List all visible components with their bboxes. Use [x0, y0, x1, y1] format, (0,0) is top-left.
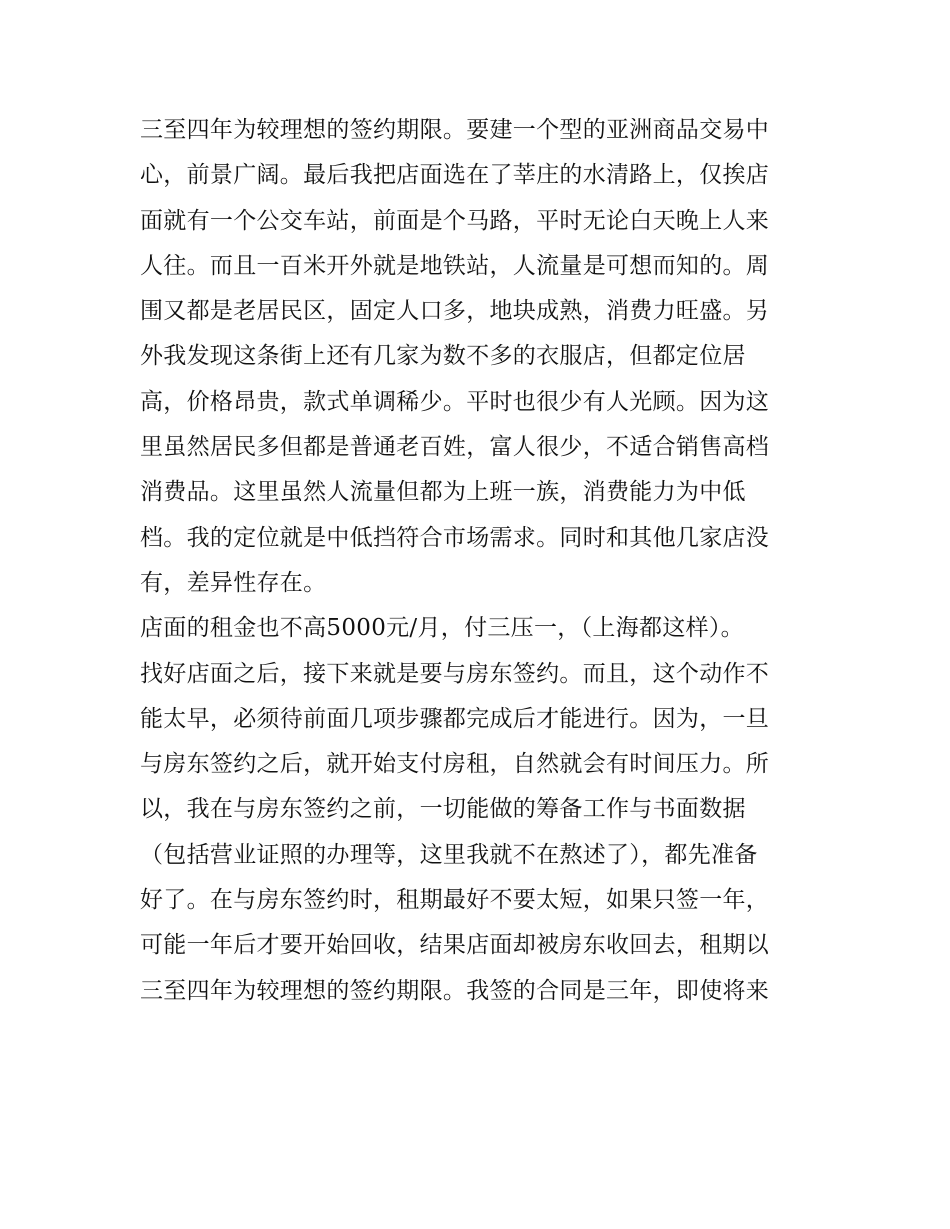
text-line: 外我发现这条街上还有几家为数不多的衣服店，但都定位居 — [140, 343, 746, 370]
text-line: 里虽然居民多但都是普通老百姓，富人很少，不适合销售高档 — [140, 434, 770, 461]
text-line: 心，前景广阔。最后我把店面选在了莘庄的水清路上，仅挨店 — [140, 162, 770, 189]
text-line: 以，我在与房东签约之前，一切能做的筹备工作与书面数据 — [140, 796, 746, 823]
text-line: 高，价格昂贵，款式单调稀少。平时也很少有人光顾。因为这 — [140, 388, 770, 415]
text-line: 好了。在与房东签约时，租期最好不要太短，如果只签一年， — [140, 887, 770, 914]
text-line: 面就有一个公交车站，前面是个马路，平时无论白天晚上人来 — [140, 207, 770, 234]
text-line: 档。我的定位就是中低挡符合市场需求。同时和其他几家店没 — [140, 524, 770, 551]
text-line: 能太早，必须待前面几项步骤都完成后才能进行。因为，一旦 — [140, 705, 770, 732]
text-line: 三至四年为较理想的签约期限。要建一个型的亚洲商品交易中 — [140, 117, 770, 143]
text-line: 店面的租金也不高5000元/月，付三压一，（上海都这样）。 — [140, 615, 744, 642]
text-line: 找好店面之后，接下来就是要与房东签约。而且，这个动作不 — [140, 660, 770, 687]
text-line: 与房东签约之后，就开始支付房租，自然就会有时间压力。所 — [140, 751, 770, 778]
text-line: 可能一年后才要开始回收，结果店面却被房东收回去，租期以 — [140, 932, 770, 959]
text-line: 人往。而且一百米开外就是地铁站，人流量是可想而知的。周 — [140, 252, 770, 279]
text-line: （包括营业证照的办理等，这里我就不在熬述了），都先准备 — [140, 841, 758, 868]
text-line: 围又都是老居民区，固定人口多，地块成熟，消费力旺盛。另 — [140, 298, 770, 325]
text-line: 消费品。这里虽然人流量但都为上班一族，消费能力为中低 — [140, 479, 746, 506]
text-line: 三至四年为较理想的签约期限。我签的合同是三年，即使将来 — [140, 977, 770, 1004]
text-line: 有，差异性存在。 — [140, 569, 327, 596]
body-text — [140, 108, 816, 1014]
